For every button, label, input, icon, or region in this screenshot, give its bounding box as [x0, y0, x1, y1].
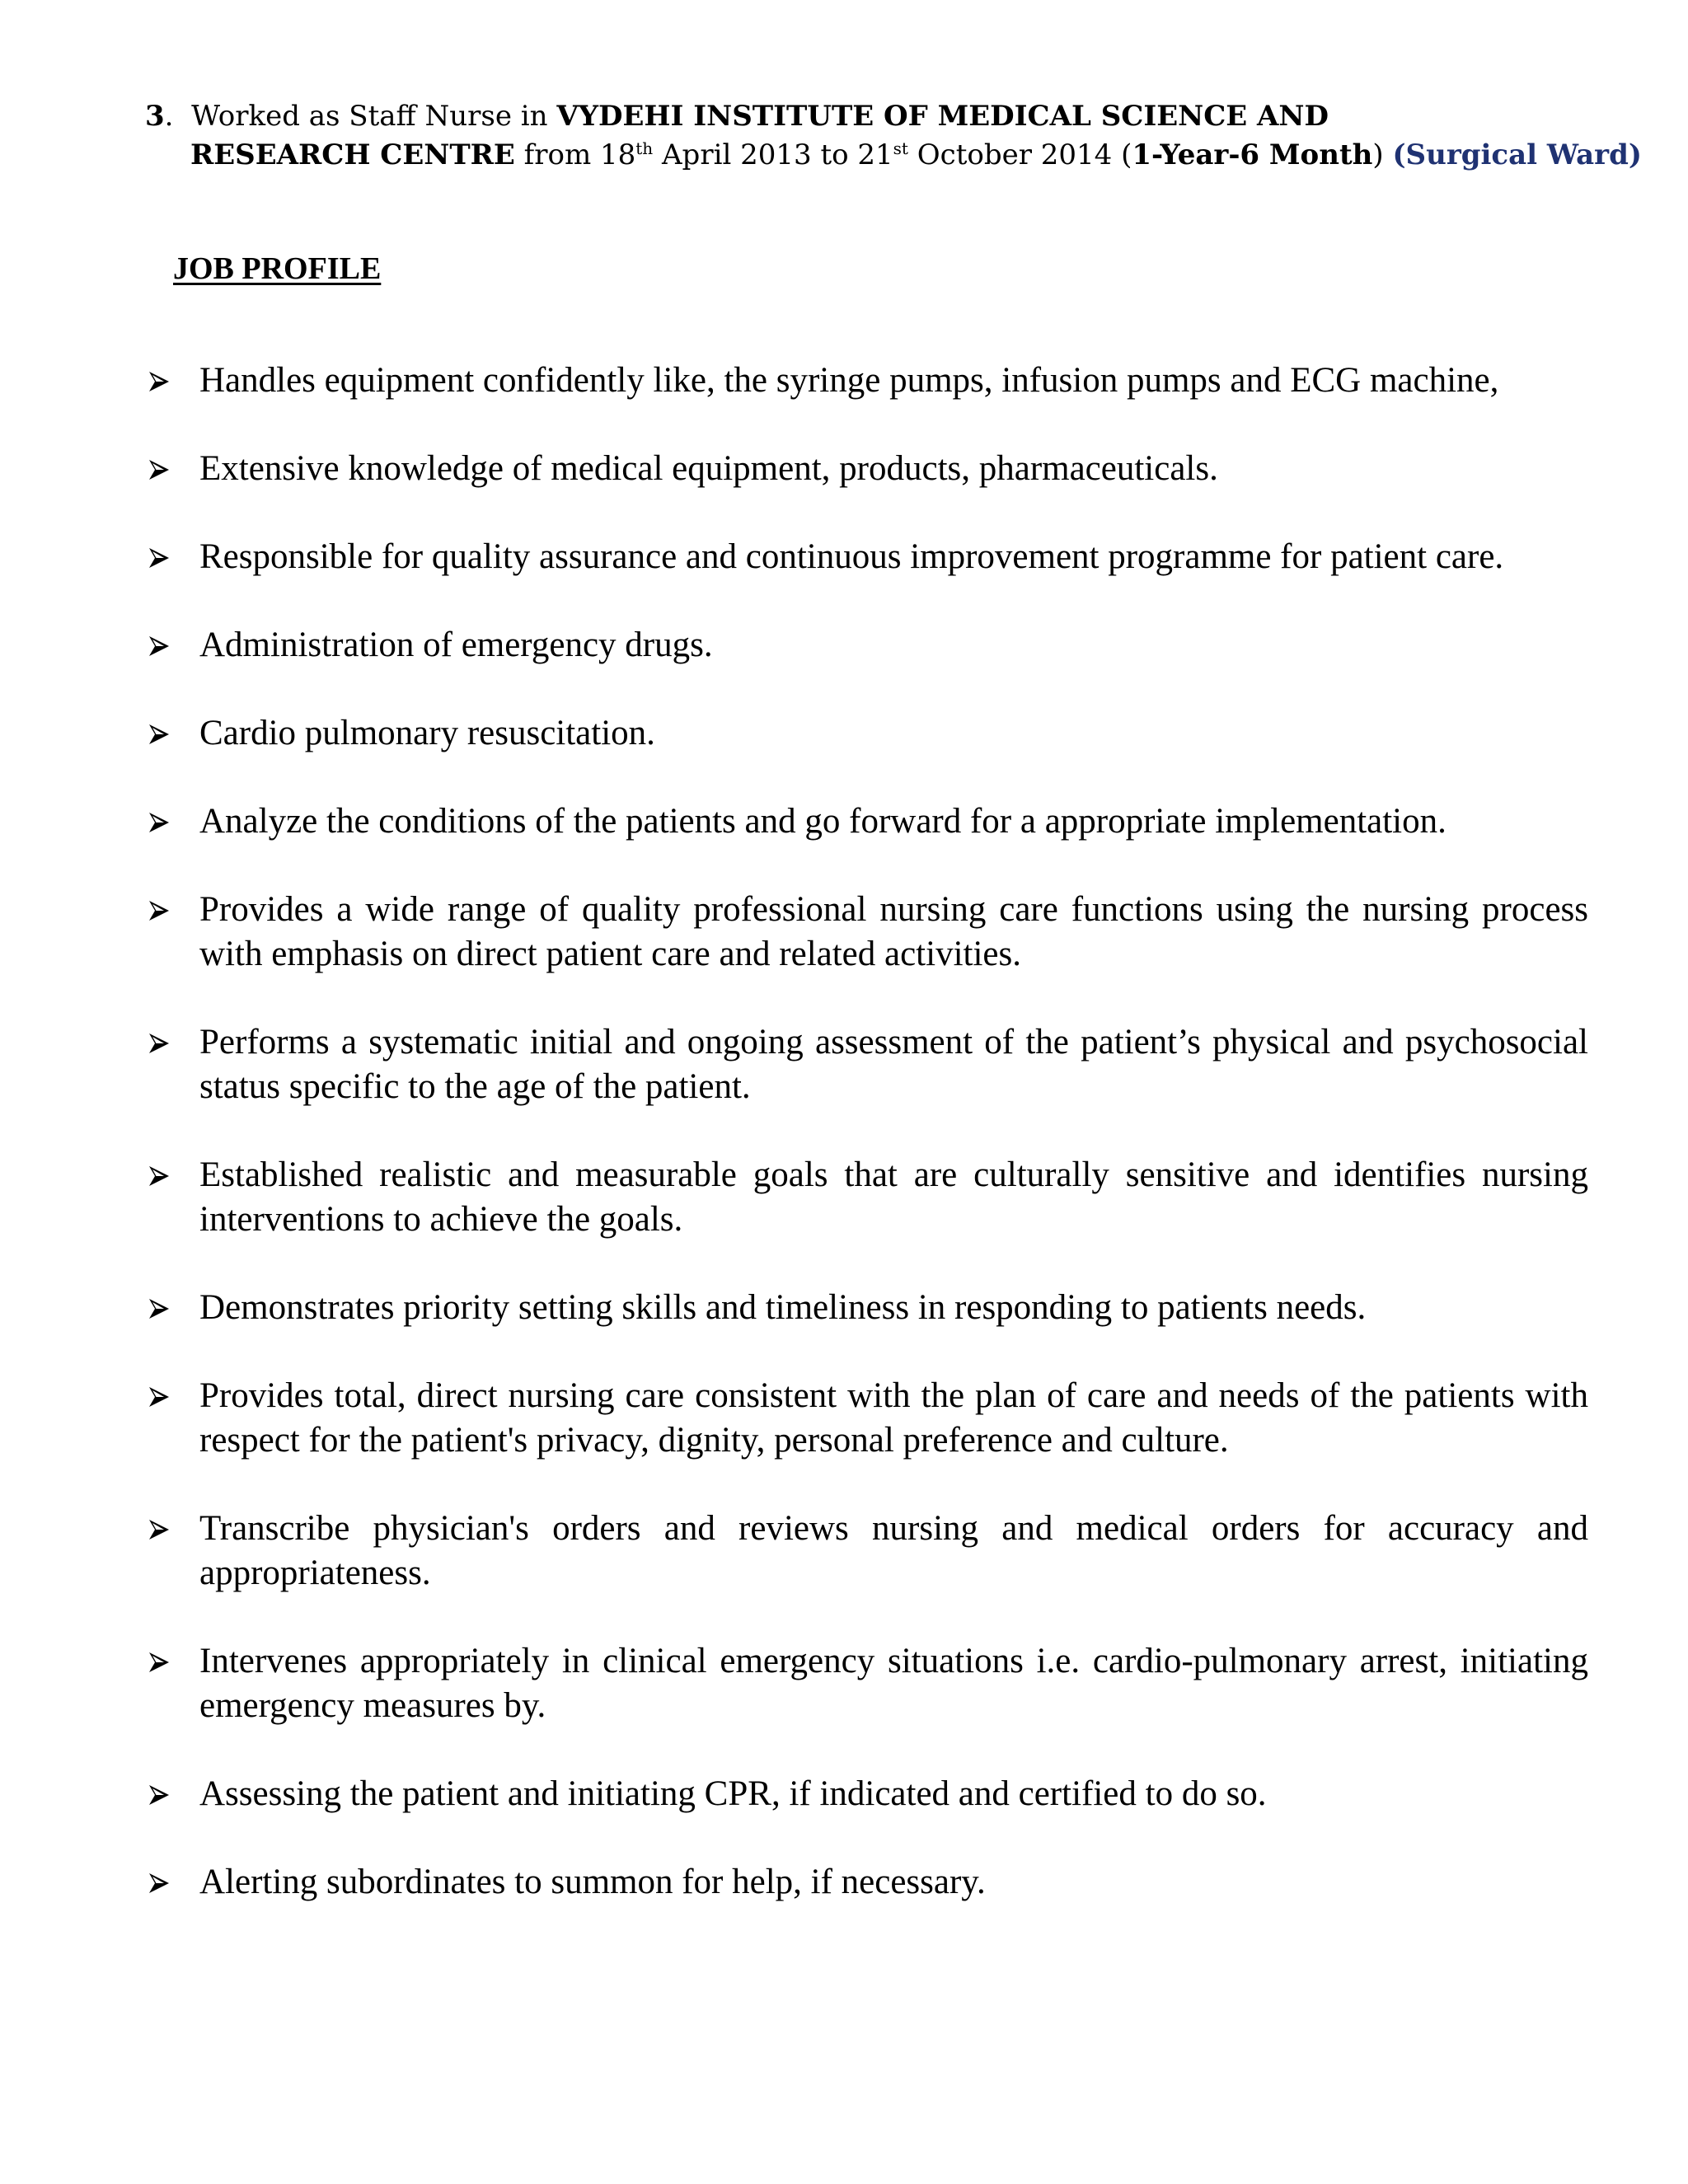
arrow-bullet-icon: [148, 547, 170, 569]
arrow-bullet-icon: [148, 1386, 170, 1408]
from-text: from 18: [514, 138, 636, 171]
list-item-text: Demonstrates priority setting skills and timeliness in responding to patients needs.: [199, 1288, 1367, 1327]
list-item: [148, 1153, 1588, 1242]
arrow-bullet-icon: [148, 1165, 170, 1187]
experience-entry: [145, 97, 1642, 175]
list-item-text: Responsible for quality assurance and continuous improvement programme for patient care.: [199, 537, 1504, 576]
list-item: [148, 447, 1588, 491]
list-item: [148, 535, 1588, 579]
list-item: [148, 1286, 1588, 1330]
list-item-text: Handles equipment confidently like, the syringe pumps, infusion pumps and ECG machine,: [199, 361, 1499, 400]
arrow-bullet-icon: [148, 1033, 170, 1054]
arrow-bullet-icon: [148, 459, 170, 480]
experience-line-2: [145, 136, 1642, 175]
list-item-text: Performs a systematic initial and ongoing assessment of the patient’s physical and psychosocial status specific to the age of the patient.: [199, 1023, 1588, 1106]
arrow-bullet-icon: [148, 900, 170, 921]
list-item-text: Extensive knowledge of medical equipment, products, pharmaceuticals.: [199, 449, 1218, 488]
arrow-bullet-icon: [148, 1652, 170, 1673]
institution-name-line1: VYDEHI INSTITUTE OF MEDICAL SCIENCE AND: [556, 100, 1329, 133]
list-item: [148, 1374, 1588, 1463]
job-profile-list: [148, 359, 1588, 1948]
list-item-text: Cardio pulmonary resuscitation.: [199, 714, 655, 752]
from-superscript: th: [635, 138, 654, 158]
arrow-bullet-icon: [148, 1519, 170, 1540]
entry-number: 3: [145, 100, 165, 133]
list-item: [148, 1020, 1588, 1109]
arrow-bullet-icon: [148, 812, 170, 833]
list-item-text: Alerting subordinates to summon for help, if necessary.: [199, 1863, 986, 1901]
arrow-bullet-icon: [148, 1784, 170, 1806]
list-item-text: Established realistic and measurable goals that are culturally sensitive and identifies nursing interventions to achieve the goals.: [199, 1155, 1588, 1239]
list-item-text: Provides total, direct nursing care consistent with the plan of care and needs of the patients with respect for the patient's privacy, dignity, personal preference and culture.: [199, 1376, 1588, 1460]
list-item: [148, 359, 1588, 403]
list-item: [148, 1772, 1588, 1816]
list-item-text: Provides a wide range of quality professional nursing care functions using the nursing process with emphasis on direct patient care and related activities.: [199, 890, 1588, 973]
experience-line-1: 3. Worked as Staff Nurse in VYDEHI INSTITUTE OF MEDICAL SCIENCE AND: [145, 97, 1546, 136]
institution-name-line2: RESEARCH CENTRE: [190, 138, 515, 171]
list-item: [148, 888, 1588, 977]
list-item: [148, 623, 1588, 668]
ward-label: (Surgical Ward): [1392, 138, 1642, 171]
to-superscript: st: [893, 138, 908, 158]
job-profile-heading: JOB PROFILE: [173, 251, 382, 286]
list-item-text: Administration of emergency drugs.: [199, 626, 713, 664]
list-item-text: Intervenes appropriately in clinical emergency situations i.e. cardio-pulmonary arrest, initiating emergency measures by.: [199, 1642, 1588, 1725]
arrow-bullet-icon: [148, 724, 170, 745]
list-item: [148, 799, 1588, 844]
arrow-bullet-icon: [148, 1298, 170, 1319]
list-item-text: Assessing the patient and initiating CPR, if indicated and certified to do so.: [199, 1774, 1267, 1813]
list-item: [148, 1507, 1588, 1596]
list-item-text: Transcribe physician's orders and reviews nursing and medical orders for accuracy and appropriateness.: [199, 1509, 1588, 1592]
list-item-text: Analyze the conditions of the patients and go forward for a appropriate implementation.: [199, 802, 1447, 841]
arrow-bullet-icon: [148, 371, 170, 392]
from-rest: April 2013 to 21: [653, 138, 893, 171]
arrow-bullet-icon: [148, 1872, 170, 1894]
list-item: [148, 1639, 1588, 1728]
entry-prefix: Worked as Staff Nurse in: [191, 100, 557, 133]
to-rest: October 2014 (: [907, 138, 1132, 171]
list-item: [148, 1860, 1588, 1905]
arrow-bullet-icon: [148, 635, 170, 657]
duration: 1-Year-6 Month: [1132, 138, 1373, 171]
list-item: [148, 711, 1588, 756]
duration-close: ): [1372, 138, 1384, 171]
